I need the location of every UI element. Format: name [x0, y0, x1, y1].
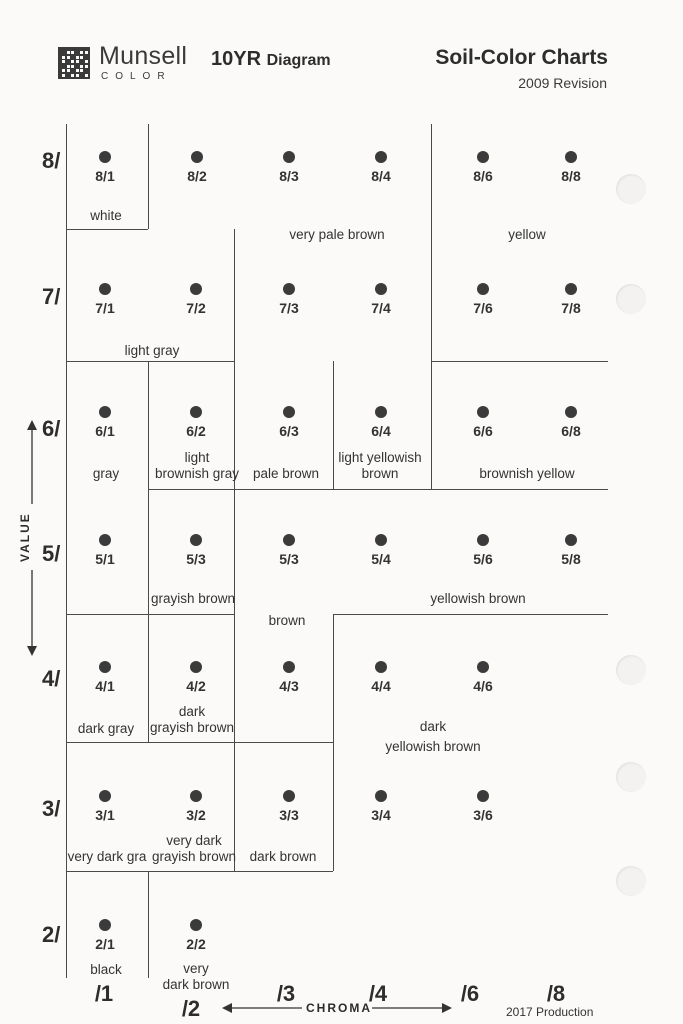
- value-tick-4: 4/: [42, 666, 61, 691]
- logo-cell: [71, 51, 74, 54]
- chip-dot-3-3: [283, 790, 295, 802]
- grid-line: [333, 361, 334, 489]
- chip-dot-5-6: [477, 534, 489, 546]
- chip-label-5-8: 5/8: [561, 551, 581, 567]
- chip-label-8-6: 8/6: [473, 168, 493, 184]
- value-tick-7: 7/: [42, 284, 61, 309]
- chip-label-6-6: 6/6: [473, 423, 493, 439]
- chip-label-6-8: 6/8: [561, 423, 581, 439]
- brand-name: Munsell: [99, 42, 188, 70]
- chip-dot-7-1: [99, 283, 111, 295]
- chroma-tick-8: /8: [546, 981, 566, 1006]
- chip-label-6-1: 6/1: [95, 423, 115, 439]
- logo-cell: [67, 51, 70, 54]
- chip-label-3-6: 3/6: [473, 807, 493, 823]
- chip-label-3-3: 3/3: [279, 807, 299, 823]
- chip-label-5-3b: 5/3: [279, 551, 299, 567]
- grid-line: [234, 229, 235, 871]
- logo-cell: [71, 60, 74, 63]
- logo-cell: [71, 65, 74, 68]
- name-dark-yellowish-brown: [385, 719, 480, 755]
- hue-title-suffix: Diagram: [266, 52, 331, 69]
- chip-dot-6-6: [477, 406, 489, 418]
- chip-label-7-3: 7/3: [279, 300, 299, 316]
- name-line: very dark: [166, 833, 222, 848]
- name-pale-brown: pale brown: [252, 466, 320, 481]
- logo-cell: [85, 51, 88, 54]
- grid-line: [66, 361, 234, 362]
- chip-label-7-4: 7/4: [371, 300, 391, 316]
- chip-dot-3-6: [477, 790, 489, 802]
- name-yellow: yellow: [508, 227, 546, 242]
- logo-cell: [85, 60, 88, 63]
- name-very-pale-brown: very pale brown: [289, 227, 385, 242]
- chip-dot-5-4: [375, 534, 387, 546]
- logo-cell: [80, 65, 83, 68]
- name-dark-grayish-brown: [150, 704, 234, 736]
- logo-cell: [67, 69, 70, 72]
- name-line: brownish gray: [154, 466, 240, 481]
- name-brownish-yellow: brownish yellow: [479, 466, 575, 481]
- chip-label-5-4: 5/4: [371, 551, 391, 567]
- chip-dot-3-1: [99, 790, 111, 802]
- chip-label-4-4: 4/4: [371, 678, 391, 694]
- chip-label-5-6: 5/6: [473, 551, 493, 567]
- logo-cell: [85, 65, 88, 68]
- chip-label-8-4: 8/4: [371, 168, 391, 184]
- chroma-tick-4: /4: [368, 981, 388, 1006]
- name-line: very: [183, 961, 209, 976]
- chip-dot-8-6: [477, 151, 489, 163]
- chip-label-3-4: 3/4: [371, 807, 391, 823]
- name-line: yellowish brown: [385, 739, 481, 754]
- chip-dot-4-4: [375, 661, 387, 673]
- grid-line: [333, 614, 334, 871]
- chip-dot-6-2: [190, 406, 202, 418]
- grid-line: [66, 229, 148, 230]
- chip-dot-5-3: [190, 534, 202, 546]
- grid-line: [66, 871, 333, 872]
- binder-hole: [616, 866, 646, 896]
- name-dark-gray: dark gray: [77, 721, 135, 736]
- logo-cell: [62, 60, 65, 63]
- chip-dot-2-1: [99, 919, 111, 931]
- name-dark-brown: dark brown: [249, 849, 317, 864]
- chip-dot-8-4: [375, 151, 387, 163]
- chip-dot-8-8: [565, 151, 577, 163]
- grid-line: [66, 614, 148, 615]
- chip-label-8-8: 8/8: [561, 168, 581, 184]
- name-black: black: [90, 962, 122, 977]
- chip-dot-7-8: [565, 283, 577, 295]
- chip-label-8-1: 8/1: [95, 168, 115, 184]
- hue-code: 10YR: [211, 48, 262, 70]
- chip-label-7-6: 7/6: [473, 300, 493, 316]
- value-tick-8: 8/: [42, 148, 61, 173]
- name-gray: gray: [92, 466, 120, 481]
- chip-label-4-3: 4/3: [279, 678, 299, 694]
- grid-line: [148, 489, 608, 490]
- chip-dot-8-1: [99, 151, 111, 163]
- name-grayish-brown: grayish brown: [150, 591, 236, 606]
- grid-line: [431, 124, 432, 489]
- chip-dot-6-3: [283, 406, 295, 418]
- grid-line: [148, 361, 149, 742]
- logo-cell: [62, 56, 65, 59]
- name-light-yellowish-brown: [338, 450, 421, 482]
- name-very-dark-grayish-brown: [152, 833, 236, 865]
- name-white: white: [90, 208, 122, 223]
- grid-line: [431, 361, 608, 362]
- chip-dot-4-3: [283, 661, 295, 673]
- logo-cell: [67, 65, 70, 68]
- name-brown: brown: [268, 613, 306, 628]
- chip-label-6-3: 6/3: [279, 423, 299, 439]
- chip-dot-7-4: [375, 283, 387, 295]
- chip-label-4-2: 4/2: [186, 678, 206, 694]
- name-very-dark-gray: very dark gra: [67, 849, 147, 864]
- binder-hole: [616, 174, 646, 204]
- chip-dot-8-3: [283, 151, 295, 163]
- chip-dot-4-2: [190, 661, 202, 673]
- chip-label-8-2: 8/2: [187, 168, 207, 184]
- logo-cell: [76, 60, 79, 63]
- chip-dot-7-6: [477, 283, 489, 295]
- chip-label-2-2: 2/2: [186, 936, 206, 952]
- logo-cell: [71, 74, 74, 77]
- chip-dot-3-2: [190, 790, 202, 802]
- brand-subtitle: COLOR: [101, 71, 172, 82]
- chip-dot-4-6: [477, 661, 489, 673]
- hue-title: [211, 48, 331, 71]
- chip-dot-5-8: [565, 534, 577, 546]
- chip-dot-6-8: [565, 406, 577, 418]
- logo-cell: [80, 51, 83, 54]
- chroma-tick-1: /1: [94, 981, 114, 1006]
- value-tick-2: 2/: [42, 922, 61, 947]
- chip-label-6-2: 6/2: [186, 423, 206, 439]
- logo-cell: [80, 56, 83, 59]
- value-tick-6: 6/: [42, 416, 61, 441]
- chip-dot-2-2: [190, 919, 202, 931]
- chip-label-4-1: 4/1: [95, 678, 115, 694]
- chip-dot-6-1: [99, 406, 111, 418]
- chip-label-4-6: 4/6: [473, 678, 493, 694]
- chip-dot-4-1: [99, 661, 111, 673]
- logo-cell: [62, 69, 65, 72]
- chroma-tick-6: /6: [460, 981, 480, 1006]
- production-note: 2017 Production: [506, 1005, 594, 1019]
- grid-line: [148, 614, 234, 615]
- name-yellowish-brown: yellowish brown: [430, 591, 526, 606]
- chip-label-8-3: 8/3: [279, 168, 299, 184]
- name-line: dark: [419, 719, 447, 734]
- value-axis-label: VALUE: [18, 512, 32, 562]
- name-line: grayish brown: [149, 720, 235, 735]
- name-line: dark brown: [162, 977, 230, 992]
- name-very-dark-brown: [163, 961, 230, 993]
- chip-label-7-8: 7/8: [561, 300, 581, 316]
- chroma-axis-label: CHROMA: [306, 1001, 372, 1015]
- grid-line: [66, 742, 333, 743]
- chip-label-3-2: 3/2: [186, 807, 206, 823]
- chip-dot-6-4: [375, 406, 387, 418]
- chroma-tick-3: /3: [276, 981, 296, 1006]
- logo-cell: [76, 74, 79, 77]
- chart-title: Soil-Color Charts: [435, 46, 608, 69]
- munsell-logo-icon: [58, 47, 90, 79]
- chip-dot-8-2: [191, 151, 203, 163]
- binder-hole: [616, 284, 646, 314]
- name-line: brown: [361, 466, 399, 481]
- logo-cell: [76, 56, 79, 59]
- binder-hole: [616, 762, 646, 792]
- chip-dot-5-1: [99, 534, 111, 546]
- chroma-tick-2: /2: [181, 996, 201, 1021]
- name-light-brownish-gray: [155, 450, 239, 482]
- grid-line: [333, 614, 608, 615]
- chip-label-7-2: 7/2: [186, 300, 206, 316]
- chip-dot-3-4: [375, 790, 387, 802]
- chip-label-2-1: 2/1: [95, 936, 115, 952]
- revision-label: 2009 Revision: [518, 75, 607, 91]
- logo-cell: [67, 56, 70, 59]
- chip-label-6-4: 6/4: [371, 423, 391, 439]
- chip-dot-7-2: [190, 283, 202, 295]
- chip-dot-5-3b: [283, 534, 295, 546]
- name-line: grayish brown: [151, 849, 237, 864]
- grid-line: [148, 124, 149, 229]
- name-line: dark: [178, 704, 206, 719]
- name-line: light yellowish: [338, 450, 422, 465]
- logo-cell: [76, 69, 79, 72]
- value-tick-3: 3/: [42, 796, 61, 821]
- chip-label-7-1: 7/1: [95, 300, 115, 316]
- logo-cell: [62, 74, 65, 77]
- logo-cell: [80, 69, 83, 72]
- logo-cell: [85, 74, 88, 77]
- grid-line: [148, 871, 149, 978]
- name-line: light: [184, 450, 210, 465]
- chip-label-5-3: 5/3: [186, 551, 206, 567]
- chip-dot-7-3: [283, 283, 295, 295]
- name-light-gray: light gray: [124, 343, 180, 358]
- value-tick-5: 5/: [42, 541, 61, 566]
- chip-label-5-1: 5/1: [95, 551, 115, 567]
- chip-label-3-1: 3/1: [95, 807, 115, 823]
- binder-hole: [616, 655, 646, 685]
